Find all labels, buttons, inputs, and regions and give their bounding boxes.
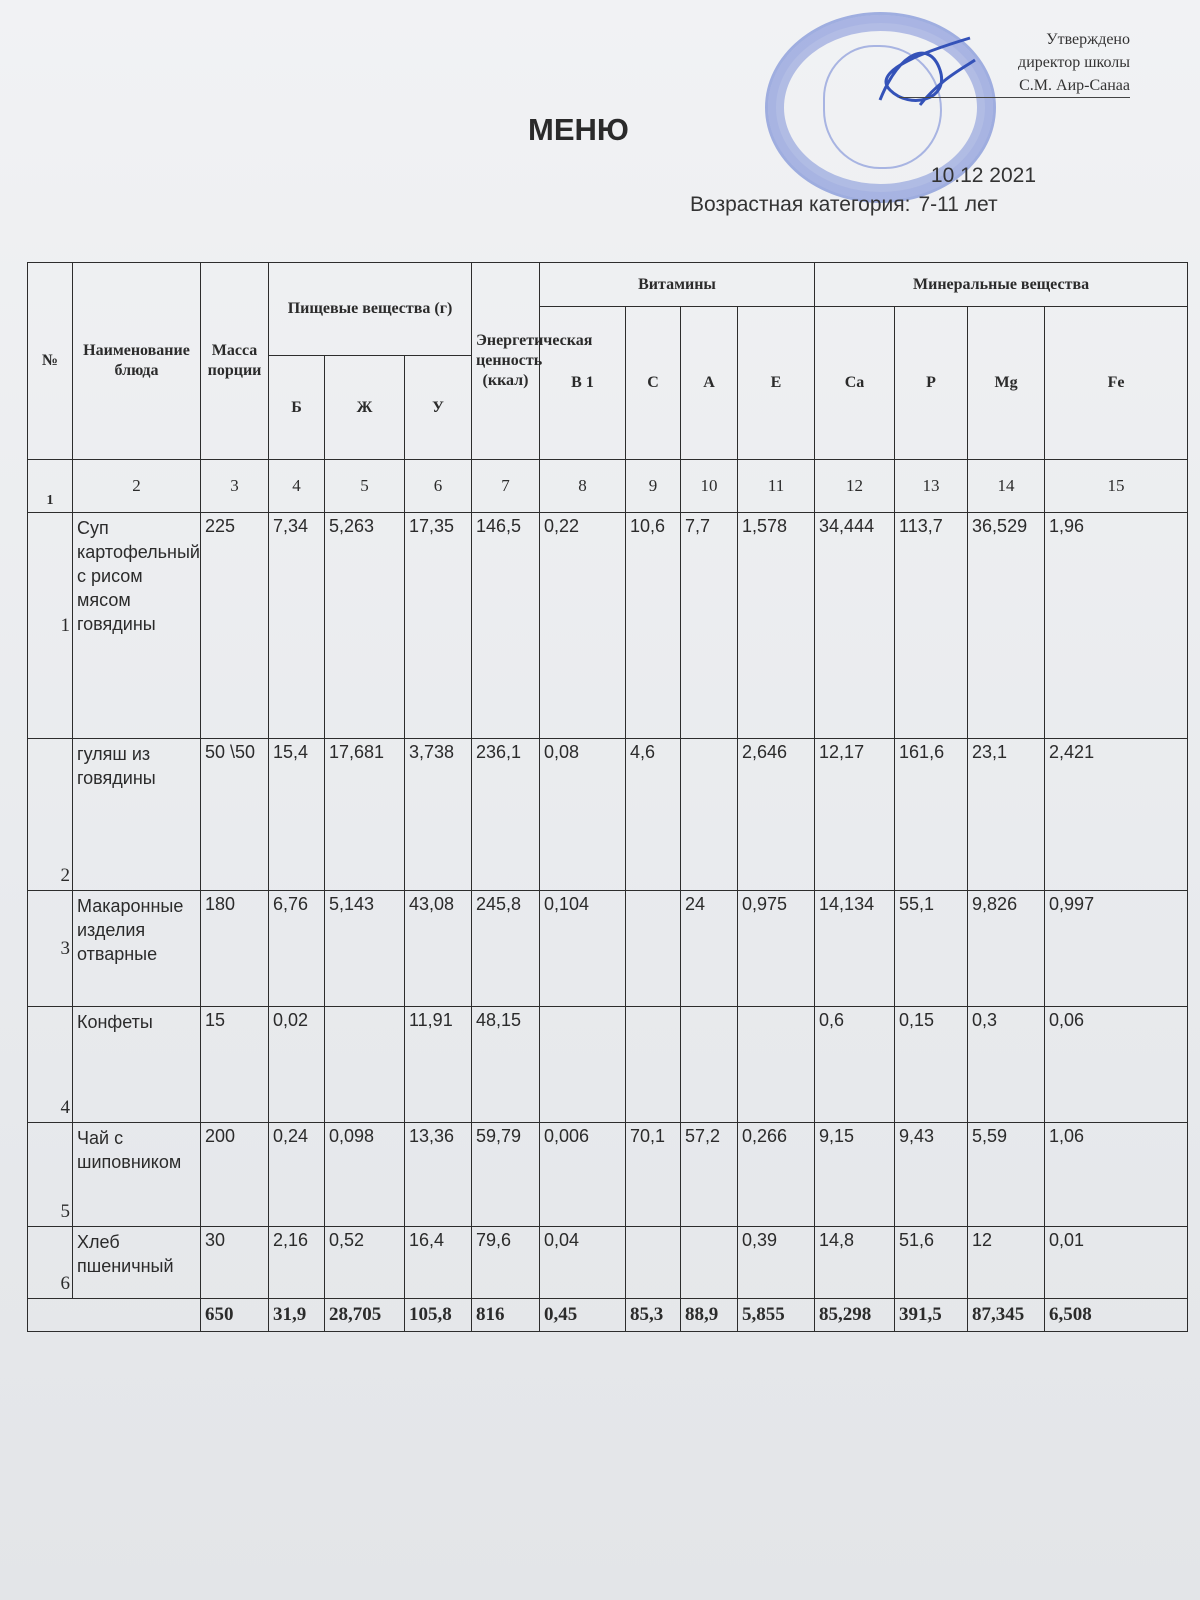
cell-p: 0,15 xyxy=(895,1007,968,1123)
header-vit-a: А xyxy=(681,307,738,460)
cell-fe: 0,997 xyxy=(1045,891,1188,1007)
col-number: 3 xyxy=(201,460,269,513)
total-p: 391,5 xyxy=(895,1299,968,1332)
age-category xyxy=(690,193,998,217)
col-number: 5 xyxy=(325,460,405,513)
cell-a xyxy=(681,1227,738,1299)
dish-name: Суп картофельный с рисом мясом говядины xyxy=(73,513,201,739)
table-row xyxy=(28,1007,1188,1123)
cell-energy: 245,8 xyxy=(472,891,540,1007)
row-number: 2 xyxy=(28,739,73,891)
cell-a: 24 xyxy=(681,891,738,1007)
cell-zh: 5,143 xyxy=(325,891,405,1007)
row-number: 6 xyxy=(28,1227,73,1299)
header-nutrients: Пищевые вещества (г) xyxy=(269,263,472,356)
cell-c: 10,6 xyxy=(626,513,681,739)
cell-b: 7,34 xyxy=(269,513,325,739)
col-number: 2 xyxy=(73,460,201,513)
cell-p: 9,43 xyxy=(895,1123,968,1227)
nutrition-table xyxy=(27,262,1188,1332)
col-number: 7 xyxy=(472,460,540,513)
cell-e: 0,39 xyxy=(738,1227,815,1299)
col-number: 11 xyxy=(738,460,815,513)
header-minerals: Минеральные вещества xyxy=(815,263,1188,307)
cell-p: 161,6 xyxy=(895,739,968,891)
cell-energy: 146,5 xyxy=(472,513,540,739)
cell-b1: 0,22 xyxy=(540,513,626,739)
total-e: 5,855 xyxy=(738,1299,815,1332)
cell-c: 4,6 xyxy=(626,739,681,891)
cell-ca: 9,15 xyxy=(815,1123,895,1227)
table-row xyxy=(28,739,1188,891)
cell-u: 3,738 xyxy=(405,739,472,891)
row-number: 1 xyxy=(28,513,73,739)
table-row xyxy=(28,891,1188,1007)
cell-fe: 1,06 xyxy=(1045,1123,1188,1227)
cell-b1: 0,08 xyxy=(540,739,626,891)
cell-a: 57,2 xyxy=(681,1123,738,1227)
approval-director-name: С.М. Аир-Санаа xyxy=(899,74,1130,98)
age-category-value: 7-11 лет xyxy=(918,193,998,216)
total-c: 85,3 xyxy=(626,1299,681,1332)
header-vit-b1: В 1 xyxy=(540,307,626,460)
cell-ca: 12,17 xyxy=(815,739,895,891)
cell-fe: 1,96 xyxy=(1045,513,1188,739)
cell-e: 2,646 xyxy=(738,739,815,891)
cell-mass: 225 xyxy=(201,513,269,739)
cell-e: 0,266 xyxy=(738,1123,815,1227)
cell-mg: 12 xyxy=(968,1227,1045,1299)
cell-mg: 0,3 xyxy=(968,1007,1045,1123)
cell-fe: 0,06 xyxy=(1045,1007,1188,1123)
col-number: 14 xyxy=(968,460,1045,513)
age-category-label: Возрастная категория: xyxy=(690,193,911,216)
total-fe: 6,508 xyxy=(1045,1299,1188,1332)
header-u: У xyxy=(405,356,472,460)
cell-energy: 79,6 xyxy=(472,1227,540,1299)
cell-mass: 30 xyxy=(201,1227,269,1299)
cell-p: 113,7 xyxy=(895,513,968,739)
cell-a xyxy=(681,1007,738,1123)
col-number: 8 xyxy=(540,460,626,513)
cell-mass: 180 xyxy=(201,891,269,1007)
cell-b1 xyxy=(540,1007,626,1123)
cell-e: 0,975 xyxy=(738,891,815,1007)
cell-energy: 236,1 xyxy=(472,739,540,891)
total-b: 31,9 xyxy=(269,1299,325,1332)
cell-u: 13,36 xyxy=(405,1123,472,1227)
cell-energy: 48,15 xyxy=(472,1007,540,1123)
cell-b: 0,24 xyxy=(269,1123,325,1227)
table-row xyxy=(28,1123,1188,1227)
total-mg: 87,345 xyxy=(968,1299,1045,1332)
cell-ca: 0,6 xyxy=(815,1007,895,1123)
total-energy: 816 xyxy=(472,1299,540,1332)
header-vit-e: Е xyxy=(738,307,815,460)
row-number: 3 xyxy=(28,891,73,1007)
col-number: 12 xyxy=(815,460,895,513)
cell-a xyxy=(681,739,738,891)
cell-zh xyxy=(325,1007,405,1123)
cell-mass: 15 xyxy=(201,1007,269,1123)
header-min-ca: Ca xyxy=(815,307,895,460)
header-vit-c: С xyxy=(626,307,681,460)
cell-b1: 0,104 xyxy=(540,891,626,1007)
total-zh: 28,705 xyxy=(325,1299,405,1332)
col-number: 13 xyxy=(895,460,968,513)
header-zh: Ж xyxy=(325,356,405,460)
approval-label: Утверждено xyxy=(1046,31,1130,48)
cell-u: 16,4 xyxy=(405,1227,472,1299)
cell-c: 70,1 xyxy=(626,1123,681,1227)
col-number: 15 xyxy=(1045,460,1188,513)
row-number: 4 xyxy=(28,1007,73,1123)
col-number: 1 xyxy=(28,460,73,513)
dish-name: Чай с шиповником xyxy=(73,1123,201,1227)
cell-b: 6,76 xyxy=(269,891,325,1007)
column-numbers-row xyxy=(28,460,1188,513)
table-row xyxy=(28,1227,1188,1299)
cell-c xyxy=(626,1227,681,1299)
cell-b: 0,02 xyxy=(269,1007,325,1123)
cell-zh: 0,52 xyxy=(325,1227,405,1299)
dish-name: гуляш из говядины xyxy=(73,739,201,891)
cell-b: 2,16 xyxy=(269,1227,325,1299)
cell-mg: 5,59 xyxy=(968,1123,1045,1227)
cell-u: 11,91 xyxy=(405,1007,472,1123)
approval-position: директор школы xyxy=(1018,54,1130,71)
cell-zh: 5,263 xyxy=(325,513,405,739)
cell-b1: 0,04 xyxy=(540,1227,626,1299)
header-min-p: P xyxy=(895,307,968,460)
cell-mg: 23,1 xyxy=(968,739,1045,891)
cell-energy: 59,79 xyxy=(472,1123,540,1227)
cell-mass: 200 xyxy=(201,1123,269,1227)
cell-ca: 34,444 xyxy=(815,513,895,739)
approval-block xyxy=(899,28,1130,98)
dish-name: Хлеб пшеничный xyxy=(73,1227,201,1299)
total-a: 88,9 xyxy=(681,1299,738,1332)
total-row xyxy=(28,1299,1188,1332)
cell-fe: 0,01 xyxy=(1045,1227,1188,1299)
cell-u: 43,08 xyxy=(405,891,472,1007)
cell-ca: 14,8 xyxy=(815,1227,895,1299)
dish-name: Конфеты xyxy=(73,1007,201,1123)
cell-mg: 36,529 xyxy=(968,513,1045,739)
cell-ca: 14,134 xyxy=(815,891,895,1007)
table-row xyxy=(28,513,1188,739)
header-min-mg: Mg xyxy=(968,307,1045,460)
row-number: 5 xyxy=(28,1123,73,1227)
page-title: МЕНЮ xyxy=(528,112,629,147)
total-mass: 650 xyxy=(201,1299,269,1332)
cell-zh: 17,681 xyxy=(325,739,405,891)
cell-e xyxy=(738,1007,815,1123)
dish-name: Макаронные изделия отварные xyxy=(73,891,201,1007)
cell-zh: 0,098 xyxy=(325,1123,405,1227)
cell-e: 1,578 xyxy=(738,513,815,739)
header-mass: Масса порции xyxy=(201,263,269,460)
header-min-fe: Fe xyxy=(1045,307,1188,460)
header-no: № xyxy=(28,263,73,460)
cell-p: 55,1 xyxy=(895,891,968,1007)
cell-mass: 50 \50 xyxy=(201,739,269,891)
total-b1: 0,45 xyxy=(540,1299,626,1332)
header-energy: Энергетическая ценность (ккал) xyxy=(472,263,540,460)
total-ca: 85,298 xyxy=(815,1299,895,1332)
header-name: Наименование блюда xyxy=(73,263,201,460)
cell-b: 15,4 xyxy=(269,739,325,891)
col-number: 9 xyxy=(626,460,681,513)
col-number: 4 xyxy=(269,460,325,513)
total-label-empty xyxy=(28,1299,201,1332)
total-u: 105,8 xyxy=(405,1299,472,1332)
menu-date: 10.12 2021 xyxy=(930,164,1036,187)
cell-b1: 0,006 xyxy=(540,1123,626,1227)
cell-c xyxy=(626,1007,681,1123)
header-vitamins: Витамины xyxy=(540,263,815,307)
cell-c xyxy=(626,891,681,1007)
header-b: Б xyxy=(269,356,325,460)
cell-p: 51,6 xyxy=(895,1227,968,1299)
cell-u: 17,35 xyxy=(405,513,472,739)
col-number: 6 xyxy=(405,460,472,513)
cell-mg: 9,826 xyxy=(968,891,1045,1007)
col-number: 10 xyxy=(681,460,738,513)
cell-fe: 2,421 xyxy=(1045,739,1188,891)
cell-a: 7,7 xyxy=(681,513,738,739)
